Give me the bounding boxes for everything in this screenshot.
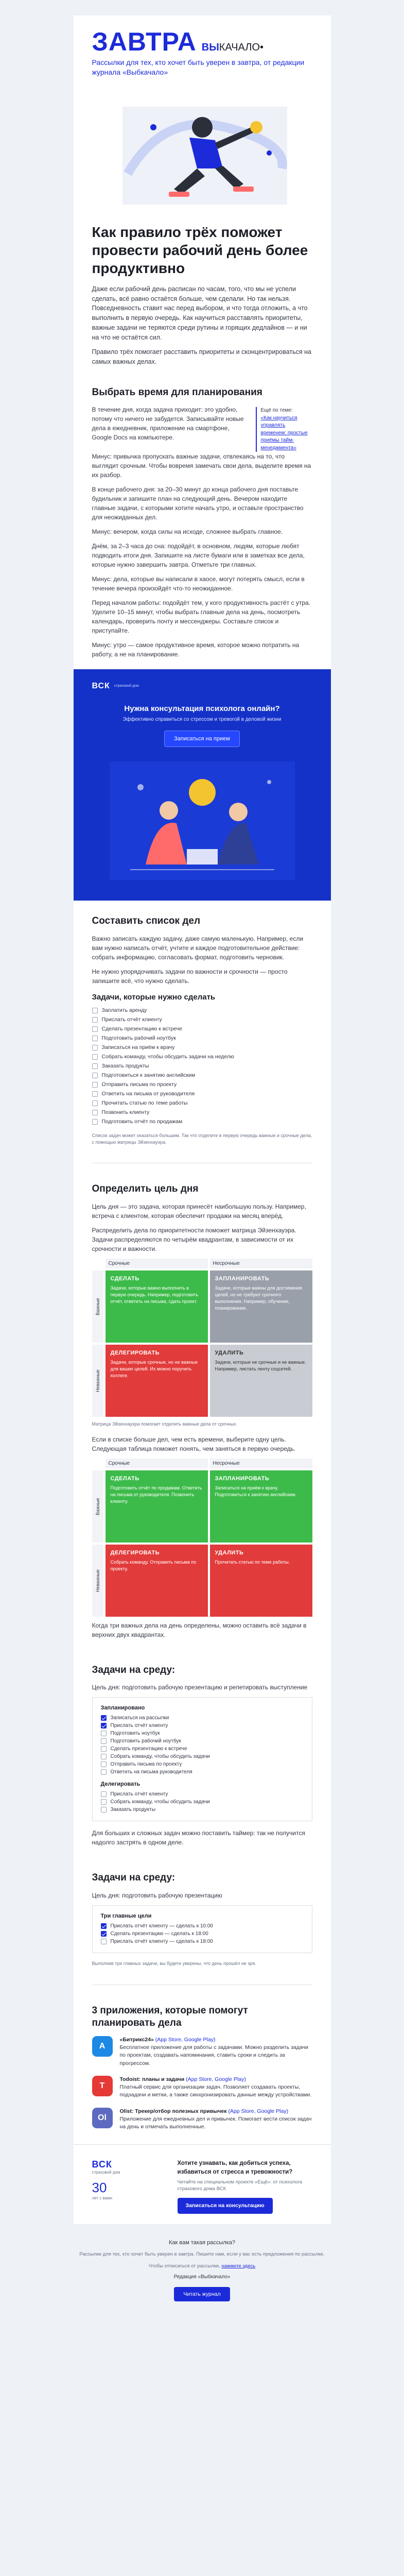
- paragraph: В конце рабочего дня: за 20–30 минут до конца рабочего дня поставьте будильник и запишите план на следующий день. Вечером находите главные задачи, с которыми хотите начать утро, и оставьте пространство для неожиданных дел.: [92, 486, 304, 521]
- section-main-goals: [74, 1857, 331, 1979]
- email-bottom: [0, 2224, 404, 2322]
- checkbox[interactable]: [92, 1100, 98, 1106]
- quadrant-schedule: [210, 1470, 312, 1543]
- quadrant-do: [106, 1470, 208, 1543]
- olist-app-icon[interactable]: Ol: [92, 2108, 113, 2128]
- matrix-col-urgent: Срочные: [106, 1259, 208, 1268]
- list-item: [101, 1730, 304, 1737]
- unsubscribe-line: [19, 2263, 385, 2270]
- brand-row: [92, 29, 312, 55]
- section-apps: [74, 1990, 331, 2145]
- paragraph: Перед началом работы: подойдёт тем, у кого продуктивность растёт с утра. Уделите 10–15 минут, чтобы выбрать главные дела на день, посмотреть календарь, проверить почту и мессенджеры. Составьте список и приступайте.: [92, 599, 311, 635]
- paragraph: Цель дня: подготовить рабочую презентацию и репетировать выступление: [92, 1684, 308, 1691]
- vsk-logo-text: ВСК: [92, 2159, 112, 2170]
- section-two-col: [92, 405, 312, 452]
- caption: Выполнив три главных задачи, вы будете уверены, что день прошёл не зря.: [92, 1961, 256, 1966]
- checkbox[interactable]: [92, 1045, 98, 1050]
- plan-label: Прислать отчёт клиенту: [110, 1723, 168, 1729]
- plan-label: Подготовить рабочий ноутбук: [110, 1738, 181, 1744]
- list-item: [92, 1061, 312, 1071]
- task-label: Отправить письма по проекту: [101, 1081, 177, 1088]
- app-store-links[interactable]: (App Store, Google Play): [155, 2036, 216, 2043]
- matrix-row-label: Неважные: [92, 1345, 103, 1417]
- lead-paragraph-1: Даже если рабочий день расписан по часам, того, что мы не успели сделать, всё равно остаётся больше, чем сделали. Но так нельзя. Повседневность ставит нас перед выбором, и что тогда отложить, а что выполнить в первую очередь. Как научиться расставлять приоритеты, важные задачи не теряются среди рутины и горящих дедлайнов — и ни на что не остаётся сил.: [92, 285, 308, 341]
- anniversary-number: 30: [92, 2180, 107, 2196]
- goal-label: Сделать презентацию — сделать к 18:00: [110, 1931, 208, 1937]
- list-item: [101, 1714, 304, 1722]
- vsk-logo[interactable]: ВСК: [92, 682, 110, 691]
- list-item: [92, 1033, 312, 1043]
- section-heading: Составить список дел: [92, 916, 201, 927]
- quadrant-title: ДЕЛЕГИРОВАТЬ: [110, 1350, 160, 1357]
- delegate-list: [101, 1790, 304, 1814]
- unsubscribe-prefix: Чтобы отписаться от рассылки,: [148, 2263, 220, 2269]
- paragraph: Цель дня: подготовить рабочую презентацию: [92, 1892, 222, 1899]
- checkbox[interactable]: [92, 1063, 98, 1069]
- plan-list: [101, 1714, 304, 1776]
- checkbox[interactable]: [101, 1761, 107, 1767]
- checkbox[interactable]: [92, 1017, 98, 1023]
- checkbox[interactable]: [101, 1799, 107, 1805]
- app-item: [92, 2036, 312, 2067]
- brand-magazine-prefix: ВЫ: [201, 42, 219, 53]
- section-heading: Задачи на среду:: [92, 1664, 175, 1675]
- plan-heading: Запланировано: [100, 1705, 145, 1711]
- list-item: [92, 1043, 312, 1052]
- matrix-row-label: Важные: [92, 1470, 103, 1543]
- brand-magazine-rest: КАЧАЛО•: [219, 42, 264, 53]
- goal-label: Прислать отчёт клиенту — сделать к 10:00: [110, 1923, 213, 1929]
- footer-logos: [92, 2159, 169, 2200]
- matrix-row-label: Неважные: [92, 1545, 103, 1617]
- quadrant-do: [106, 1270, 208, 1343]
- unsubscribe-link[interactable]: нажмите здесь: [221, 2263, 256, 2269]
- delegate-label: Заказать продукты: [110, 1807, 156, 1813]
- app-store-links[interactable]: (App Store, Google Play): [228, 2108, 289, 2114]
- quadrant-text: Записаться на приём к врачу. Подготовиться к занятию английским.: [215, 1485, 296, 1497]
- sidenote-link[interactable]: «Как научиться управлять временем: простые приёмы тайм-менеджмента»: [260, 415, 308, 451]
- quadrant-title: СДЕЛАТЬ: [110, 1475, 139, 1482]
- section-day-goal: [74, 1168, 331, 1649]
- list-heading: Задачи, которые нужно сделать: [92, 993, 216, 1002]
- matrix-row-label: Важные: [92, 1270, 103, 1343]
- checkbox[interactable]: [92, 1119, 98, 1125]
- checkbox[interactable]: [92, 1082, 98, 1088]
- matrix-col-not-urgent: Несрочные: [210, 1259, 312, 1268]
- newsletter-card: [74, 15, 331, 2224]
- matrix-col-urgent: Срочные: [106, 1459, 208, 1468]
- goals-box: [92, 1905, 312, 1953]
- quadrant-delegate: [106, 1345, 208, 1417]
- matrix-row-important: [92, 1470, 312, 1543]
- read-magazine-button[interactable]: Читать журнал: [174, 2287, 230, 2301]
- vsk-footer-tagline: страховой дом: [92, 2170, 120, 2175]
- plan-label: Сделать презентацию к встрече: [110, 1746, 187, 1752]
- matrix-header: [92, 1259, 312, 1268]
- app-body: [120, 2108, 312, 2131]
- bitrix-app-icon[interactable]: A: [92, 2036, 113, 2057]
- task-checklist: [92, 1006, 312, 1126]
- related-sidenote: [256, 407, 312, 452]
- paragraph: Важно записать каждую задачу, даже самую маленькую. Например, если вам нужно написать отчёт, учтите и каждое подготовительное действие: собрать информацию, согласовать формат, подготовить черновик.: [92, 935, 304, 961]
- vsk-tagline: страховой дом: [114, 684, 139, 688]
- checkbox[interactable]: [92, 1026, 98, 1032]
- quadrant-title: УДАЛИТЬ: [215, 1549, 244, 1556]
- list-item: [101, 1753, 304, 1760]
- section-planning-time: [74, 372, 331, 670]
- section-wednesday-plan: [74, 1650, 331, 1858]
- footer-promo-small: Читайте на специальном проекте «Ещё»: от психолога страхового дома ВСК: [177, 2179, 302, 2192]
- checkbox[interactable]: [101, 1769, 107, 1775]
- plan-box: [92, 1697, 312, 1821]
- list-item: [92, 1006, 312, 1015]
- delegate-label: Прислать отчёт клиенту: [110, 1791, 168, 1798]
- checkbox[interactable]: [101, 1791, 107, 1797]
- matrix-col-not-urgent: Несрочные: [210, 1459, 312, 1468]
- promo-logo: [92, 682, 312, 691]
- task-label: Прочитать статью по теме работы: [101, 1100, 188, 1107]
- list-item: [101, 1745, 304, 1753]
- quadrant-delete: [210, 1345, 312, 1417]
- footer-promo-text: [178, 2159, 312, 2214]
- list-item: [101, 1790, 304, 1798]
- checkbox-checked[interactable]: [101, 1723, 107, 1728]
- plan-label: Отправить письма по проекту: [110, 1761, 182, 1768]
- paragraph: Минус: привычка пропускать важные задачи, отвлекаясь на то, что выглядит срочным. Чтобы вовремя замечать свои дела, выделите время на их разбор.: [92, 453, 311, 479]
- checkbox[interactable]: [92, 1091, 98, 1097]
- task-label: Сделать презентацию к встрече: [101, 1026, 182, 1032]
- feedback-question: Как вам такая рассылка?: [169, 2240, 235, 2246]
- paragraph: Минус: вечером, когда силы на исходе, сложнее выбрать главное.: [92, 528, 283, 536]
- list-item: [92, 1080, 312, 1089]
- checkbox[interactable]: [101, 1738, 107, 1744]
- plan-label: Ответить на письма руководителя: [110, 1769, 192, 1775]
- quadrant-text: Задачи, которые срочные, но не важные для ваших целей. Их можно поручить коллеге.: [110, 1360, 198, 1379]
- task-label: Подготовить отчёт по продажам: [101, 1118, 183, 1125]
- task-label: Позвонить клиенту: [101, 1109, 150, 1116]
- app-item: [92, 2108, 312, 2131]
- list-item: [92, 1089, 312, 1098]
- promo-text: Эффективно справиться со стрессом и тревогой в деловой жизни: [122, 717, 282, 723]
- delegate-label: Собрать команду, чтобы обсудить задачи: [110, 1799, 210, 1805]
- paragraph: Для больших и сложных задач можно поставить таймер: так не получится надолго застрять в одном деле.: [92, 1829, 305, 1846]
- task-label: Записаться на приём к врачу: [101, 1044, 175, 1051]
- anniversary-logo: [92, 2180, 169, 2200]
- quadrant-title: ЗАПЛАНИРОВАТЬ: [215, 1276, 270, 1282]
- checkbox[interactable]: [101, 1731, 107, 1736]
- section-main: [92, 405, 248, 452]
- paragraph: Днём, за 2–3 часа до сна: подойдёт, в основном, людям, которые любят подводить итоги дня. Запишите на листе бумаги или в заметках все дела, которые нужно завершить завтра. Отметьте три главных.: [92, 543, 305, 569]
- list-item: [92, 1108, 312, 1117]
- matrix-corner: [92, 1459, 103, 1468]
- sidenote-title: Ещё по теме:: [260, 408, 293, 414]
- todoist-app-icon[interactable]: T: [92, 2076, 113, 2096]
- paragraph: Распределить дела по приоритетности поможет матрица Эйзенхауэра. Задачи распределяются по четырём квадрантам, в зависимости от их срочности и важности.: [92, 1227, 296, 1253]
- footer-promo-heading: Хотите узнавать, как добиться успеха, избавиться от стресса и тревожности?: [177, 2160, 293, 2175]
- checkbox[interactable]: [101, 1939, 107, 1944]
- checkbox[interactable]: [101, 1754, 107, 1759]
- checkbox[interactable]: [92, 1008, 98, 1013]
- app-body: [120, 2076, 312, 2099]
- list-item: [101, 1737, 304, 1745]
- hero-illustration-svg: [92, 91, 313, 215]
- checkbox-checked[interactable]: [101, 1923, 107, 1929]
- app-body: [120, 2036, 312, 2067]
- editorial-signature: Редакция «Выбкачало»: [173, 2274, 231, 2280]
- quadrant-title: СДЕЛАТЬ: [110, 1276, 139, 1282]
- quadrant-title: УДАЛИТЬ: [215, 1350, 244, 1357]
- vsk-footer-logo[interactable]: [92, 2159, 169, 2175]
- task-label: Подготовиться к занятию английским: [101, 1072, 196, 1079]
- list-item: [92, 1024, 312, 1033]
- paragraph: Когда три важных дела на день определены, можно оставить всё задачи в верхних двух квадрантах.: [92, 1621, 307, 1638]
- delegate-heading: Делегировать: [100, 1781, 140, 1788]
- list-item: [101, 1922, 304, 1930]
- task-label: Прислать отчёт клиенту: [101, 1016, 162, 1023]
- plan-label: Собрать команду, чтобы обсудить задачи: [110, 1754, 210, 1760]
- quadrant-text: Задачи, которые не срочные и не важные. Например, листать ленту соцсетей.: [215, 1360, 306, 1372]
- section-heading: Задачи на среду:: [92, 1872, 175, 1884]
- article-title: Как правило трёх поможет провести рабочий день более продуктивно: [92, 224, 308, 276]
- quadrant-delegate: [106, 1545, 208, 1617]
- app-item: [92, 2076, 312, 2099]
- matrix-row-not-important: [92, 1345, 312, 1417]
- paragraph: Цель дня — это задача, которая принесёт наибольшую пользу. Например, встреча с клиентом, которая обеспечит продажи на месяц вперёд.: [92, 1203, 306, 1220]
- app-name: «Битрикс24»: [119, 2036, 154, 2043]
- checkbox[interactable]: [92, 1110, 98, 1115]
- anniversary-tagline: лет с вами: [92, 2196, 113, 2201]
- task-label: Подготовить рабочий ноутбук: [101, 1035, 176, 1042]
- list-item: [92, 1098, 312, 1108]
- app-description: Приложение для ежедневных дел и привычек. Помогает вести список задач на день и отмечать выполненные.: [119, 2115, 312, 2130]
- section-heading: 3 приложения, которые помогут планировать дела: [92, 2005, 248, 2029]
- checkbox-checked[interactable]: [101, 1715, 107, 1721]
- hero-illustration: [74, 88, 331, 219]
- quadrant-schedule: [210, 1270, 312, 1343]
- matrix-header: [92, 1459, 312, 1468]
- promo-heading: Нужна консультация психолога онлайн?: [124, 704, 280, 714]
- task-label: Ответить на письма от руководителя: [101, 1091, 195, 1097]
- quadrant-text: Задачи, которые важно выполнить в первую очередь. Например, подготовить отчёт, ответить на письма, сдать проект.: [110, 1285, 199, 1304]
- app-name: Todoist: планы и задачи: [119, 2076, 185, 2082]
- list-item: [101, 1798, 304, 1806]
- article-lead: [74, 284, 331, 367]
- checkbox[interactable]: [101, 1807, 107, 1812]
- matrix-row-important: [92, 1270, 312, 1343]
- section-heading: Выбрать время для планирования: [92, 386, 262, 398]
- app-store-links[interactable]: (App Store, Google Play): [186, 2076, 246, 2082]
- section-heading: Определить цель дня: [92, 1183, 199, 1195]
- caption: Список задач может оказаться большим. Так что отделите в первую очередь важные и срочные дела, с помощью матрицы Эйзенхауэра.: [92, 1133, 312, 1145]
- list-item: [101, 1768, 304, 1776]
- task-label: Собрать команду, чтобы обсудить задачи на неделю: [101, 1054, 234, 1060]
- promo-illustration: [92, 756, 312, 885]
- list-item: [92, 1052, 312, 1061]
- checkbox[interactable]: [92, 1036, 98, 1041]
- promo-signup-button[interactable]: Записаться на прием: [164, 731, 240, 747]
- promo-illustration-svg: [110, 761, 295, 880]
- list-item: [92, 1015, 312, 1024]
- goals-heading: Три главные цели: [100, 1913, 152, 1919]
- app-description: Бесплатное приложение для работы с задачами. Можно разделить задачи по проектам, создавать напоминания, ставить сроки и следить за прогрессом.: [119, 2044, 308, 2066]
- promo-banner: [74, 669, 331, 901]
- checkbox-checked[interactable]: [101, 1931, 107, 1937]
- lead-paragraph-2: Правило трёх помогает расставить приоритеты и сконцентрироваться на самых важных делах.: [92, 348, 311, 366]
- list-item: [101, 1760, 304, 1768]
- list-item: [101, 1806, 304, 1814]
- plan-label: Подготовить ноутбук: [110, 1731, 160, 1737]
- paragraph: Минус: дела, которые вы написали в хаосе, могут потерять смысл, если в течение вечера произойдёт что-то неожиданное.: [92, 575, 305, 592]
- task-label: Заплатить аренду: [101, 1007, 147, 1014]
- newsletter-header: [74, 15, 331, 88]
- paragraph: Минус: утро — самое продуктивное время, которое можно потратить на работу, а не на планирование.: [92, 641, 300, 658]
- goal-label: Прислать отчёт клиенту — сделать к 18:00: [110, 1939, 213, 1944]
- caption: Матрица Эйзенхауэра помогает отделить важные дела от срочных.: [92, 1421, 237, 1427]
- brand-magazine[interactable]: [202, 42, 264, 54]
- list-item: [101, 1938, 304, 1945]
- list-item: [92, 1071, 312, 1080]
- quadrant-title: ДЕЛЕГИРОВАТЬ: [110, 1549, 160, 1556]
- quadrant-title: ЗАПЛАНИРОВАТЬ: [215, 1475, 270, 1482]
- quadrant-text: Подготовить отчёт по продажам. Ответить на письма от руководителя. Позвонить клиенту.: [110, 1485, 202, 1504]
- list-item: [92, 1117, 312, 1126]
- app-description: Платный сервис для организации задач. Позволяет создавать проекты, подзадачи и метки, а также синхронизировать данные между устройствами.: [119, 2084, 312, 2098]
- app-name: Olist: Трекер/отбор полезных привычек: [119, 2108, 227, 2114]
- list-item: [101, 1722, 304, 1730]
- checkbox[interactable]: [101, 1746, 107, 1752]
- list-item: [101, 1930, 304, 1938]
- section-task-list: [74, 901, 331, 1158]
- quadrant-text: Собрать команду. Отправить письма по проекту.: [110, 1559, 197, 1571]
- eisenhower-matrix: [92, 1259, 312, 1417]
- task-label: Заказать продукты: [101, 1063, 149, 1070]
- quadrant-delete: [210, 1545, 312, 1617]
- footer-promo: [74, 2144, 331, 2224]
- quadrant-text: Прочитать статью по теме работы.: [215, 1559, 290, 1565]
- matrix-corner: [92, 1259, 103, 1268]
- paragraph: Если в списке больше дел, чем есть времени, выберите одну цель. Следующая таблица поможет понять, чем заняться в первую очередь.: [92, 1435, 296, 1452]
- paragraph: Не нужно упорядочивать задачи по важности и срочности — просто запишите всё, что нужно сделать.: [92, 968, 288, 985]
- consultation-button[interactable]: Записаться на консультацию: [178, 2198, 273, 2214]
- plan-label: Записаться на рассылки: [110, 1715, 169, 1721]
- checkbox[interactable]: [92, 1073, 98, 1078]
- footer-note: Рассылки для тех, кто хочет быть уверен в завтра. Пишите нам, если у вас есть предложения по рассылке.: [79, 2251, 325, 2258]
- paragraph: В течение дня, когда задача приходит: это удобно, потому что ничего не забудется. Записывайте новые дела в ежедневник, приложение на смартфоне, Google Docs на компьютере.: [92, 406, 244, 442]
- goals-list: [101, 1922, 304, 1945]
- brand-logo[interactable]: ЗАВТРА: [92, 27, 197, 56]
- quadrant-text: Задачи, которые важны для достижения целей, но не требуют срочного выполнения. Например, обучение, планирование.: [215, 1285, 302, 1311]
- brand-description: Рассылки для тех, кто хочет быть уверен в завтра, от редакции журнала «Выбкачало»: [92, 58, 305, 76]
- matrix-row-not-important: [92, 1545, 312, 1617]
- eisenhower-matrix-example: [92, 1459, 312, 1617]
- checkbox[interactable]: [92, 1054, 98, 1060]
